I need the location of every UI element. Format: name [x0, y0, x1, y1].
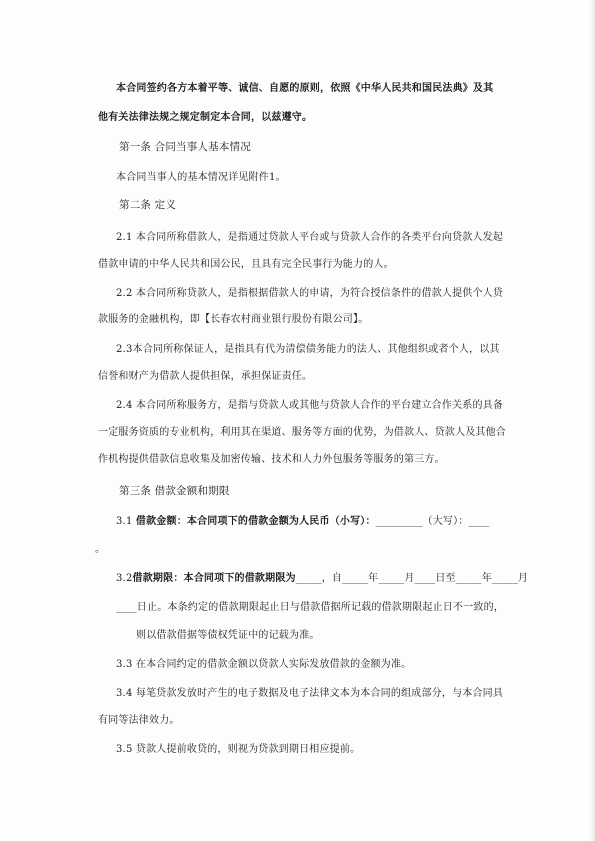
- clause-2-3-line-1: 2.3本合同所称保证人，是指具有代为清偿债务能力的法人、其他组织或者个人，以其: [116, 344, 500, 355]
- clause-2-4-line-1: 2.4 本合同所称服务方，是指与贷款人或其他与贷款人合作的平台建立合作关系的具备: [116, 400, 504, 411]
- clause-3-2-number: 3.2: [116, 573, 133, 584]
- clause-2-2-line-1: 2.2 本合同所称贷款人，是指根据借款人的申请，为符合授信条件的借款人提供个人贷: [116, 288, 504, 299]
- intro-line-1: 本合同签约各方本着平等、诚信、自愿的原则，依照《中华人民共和国民法典》及其: [116, 83, 494, 94]
- clause-3-5: 3.5 贷款人提前收贷的，则视为贷款到期日相应提前。: [116, 744, 361, 755]
- clause-3-2-line-2: ____日止。本条约定的借款期限起止日与借款借据所记载的借款期限起止日不一致的，: [116, 602, 504, 613]
- clause-3-1-blanks: _________（大写）：____: [375, 516, 490, 527]
- clause-2-1-line-2: 借款申请的中华人民共和国公民，且具有完全民事行为能力的人。: [98, 259, 394, 270]
- clause-3-4-line-2: 有同等法律效力。: [98, 715, 180, 726]
- article-3-heading: 第三条 借款金额和期限: [119, 485, 230, 497]
- article-1-text: 本合同当事人的基本情况详见附件1。: [116, 172, 286, 183]
- clause-3-1-line-2: 。: [95, 544, 106, 555]
- clause-2-2-line-2: 款服务的金融机构，即【长春农村商业银行股份有限公司】。: [98, 314, 369, 325]
- clause-3-1-bold-text: 借款金额：本合同项下的借款金额为人民币（小写）：: [135, 516, 376, 527]
- clause-3-1-line-1: [116, 515, 489, 528]
- clause-3-4-line-1: 3.4 每笔贷款发放时产生的电子数据及电子法律文本为本合同的组成部分，与本合同具: [116, 688, 504, 699]
- clause-2-4-line-2: 一定服务资质的专业机构，利用其在渠道、服务等方面的优势，为借款人、贷款人及其他合: [98, 427, 506, 438]
- clause-3-2-blanks: _____，自_____年_____月____日至_____年_____月: [295, 573, 529, 584]
- clause-3-3: 3.3 在本合同约定的借款金额以贷款人实际发放借款的金额为准。: [116, 659, 412, 670]
- page-edge-shadow: [589, 0, 595, 841]
- clause-2-3-line-2: 信誉和财产为借款人提供担保，承担保证责任。: [98, 371, 313, 382]
- clause-3-2-line-1: [116, 572, 528, 585]
- clause-3-2-bold-text: 借款期限：本合同项下的借款期限为: [132, 573, 296, 584]
- clause-2-1-line-1: 2.1 本合同所称借款人，是指通过贷款人平台或与贷款人合作的各类平台向贷款人发起: [116, 232, 504, 243]
- clause-3-2-line-3: 则以借款借据等债权凭证中的记载为准。: [136, 630, 320, 641]
- article-2-heading: 第二条 定义: [119, 199, 177, 211]
- article-1-heading: 第一条 合同当事人基本情况: [119, 141, 251, 153]
- clause-2-4-line-3: 作机构提供借款信息收集及加密传输、技术和人力外包服务等服务的第三方。: [98, 454, 445, 465]
- intro-line-2: 他有关法律法规之规定制定本合同，以兹遵守。: [98, 112, 313, 123]
- clause-3-1-number: 3.1: [116, 516, 133, 527]
